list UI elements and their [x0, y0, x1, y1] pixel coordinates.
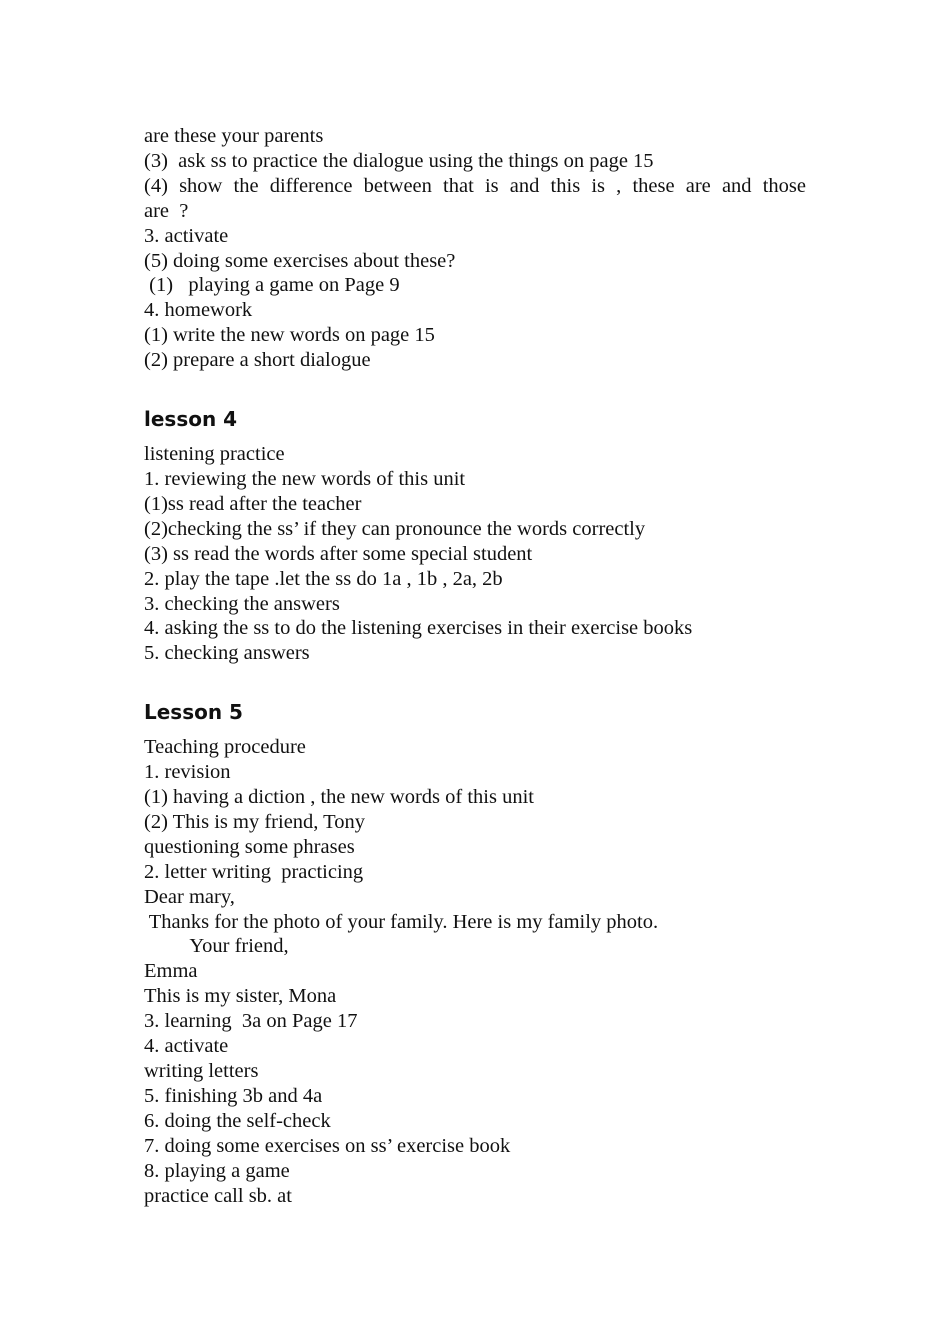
text-line: 3. learning 3a on Page 17: [144, 1010, 358, 1033]
lesson-4-section: [144, 442, 806, 666]
text-line: 4. homework: [144, 299, 253, 322]
text-line: (1) having a diction , the new words of this unit: [144, 786, 535, 809]
text-line: Thanks for the photo of your family. Here is my family photo.: [144, 910, 659, 933]
text-line: (1)ss read after the teacher: [144, 492, 362, 515]
text-line: writing letters: [144, 1060, 259, 1082]
text-line: Teaching procedure: [144, 736, 306, 759]
text-line: (4) show the difference between that is and this is , these are and those: [144, 174, 806, 197]
text-line: 2. play the tape .let the ss do 1a , 1b , 2a, 2b: [144, 567, 503, 590]
text-line: (2) prepare a short dialogue: [144, 349, 371, 372]
text-line: 3. activate: [144, 224, 229, 247]
text-line: questioning some phrases: [144, 835, 355, 858]
text-line: are these your parents: [144, 125, 324, 147]
text-line: 5. checking answers: [144, 642, 310, 665]
lesson-5-heading: Lesson 5: [144, 700, 243, 725]
text-line: (3) ask ss to practice the dialogue using the things on page 15: [144, 149, 654, 172]
text-line: Emma: [144, 960, 198, 983]
text-line: practice call sb. at: [144, 1184, 292, 1207]
text-line: 4. asking the ss to do the listening exercises in their exercise books: [144, 617, 693, 640]
intro-section: [144, 124, 806, 373]
text-line: 7. doing some exercises on ss’ exercise book: [144, 1134, 511, 1157]
text-line: 8. playing a game: [144, 1159, 290, 1182]
text-line: Your friend,: [144, 935, 289, 958]
document-page: [144, 124, 806, 1208]
text-line: (5) doing some exercises about these?: [144, 249, 456, 272]
text-line: (1) playing a game on Page 9: [144, 274, 400, 297]
text-line: (2) This is my friend, Tony: [144, 810, 366, 833]
text-line: (3) ss read the words after some special student: [144, 542, 533, 565]
text-line: listening practice: [144, 443, 285, 466]
text-line: 1. reviewing the new words of this unit: [144, 467, 466, 490]
text-line: 3. checking the answers: [144, 592, 340, 615]
text-line: (1) write the new words on page 15: [144, 324, 435, 347]
text-line: 6. doing the self-check: [144, 1109, 331, 1132]
text-line: 2. letter writing practicing: [144, 860, 364, 883]
text-line: 4. activate: [144, 1035, 229, 1058]
text-line: (2)checking the ss’ if they can pronounce the words correctly: [144, 517, 646, 540]
text-line: 5. finishing 3b and 4a: [144, 1084, 323, 1107]
text-line: Dear mary,: [144, 885, 235, 908]
text-line: 1. revision: [144, 761, 231, 784]
lesson-4-heading: lesson 4: [144, 407, 238, 432]
text-line: are ?: [144, 199, 189, 222]
text-line: This is my sister, Mona: [144, 985, 337, 1008]
lesson-5-section: [144, 735, 806, 1208]
